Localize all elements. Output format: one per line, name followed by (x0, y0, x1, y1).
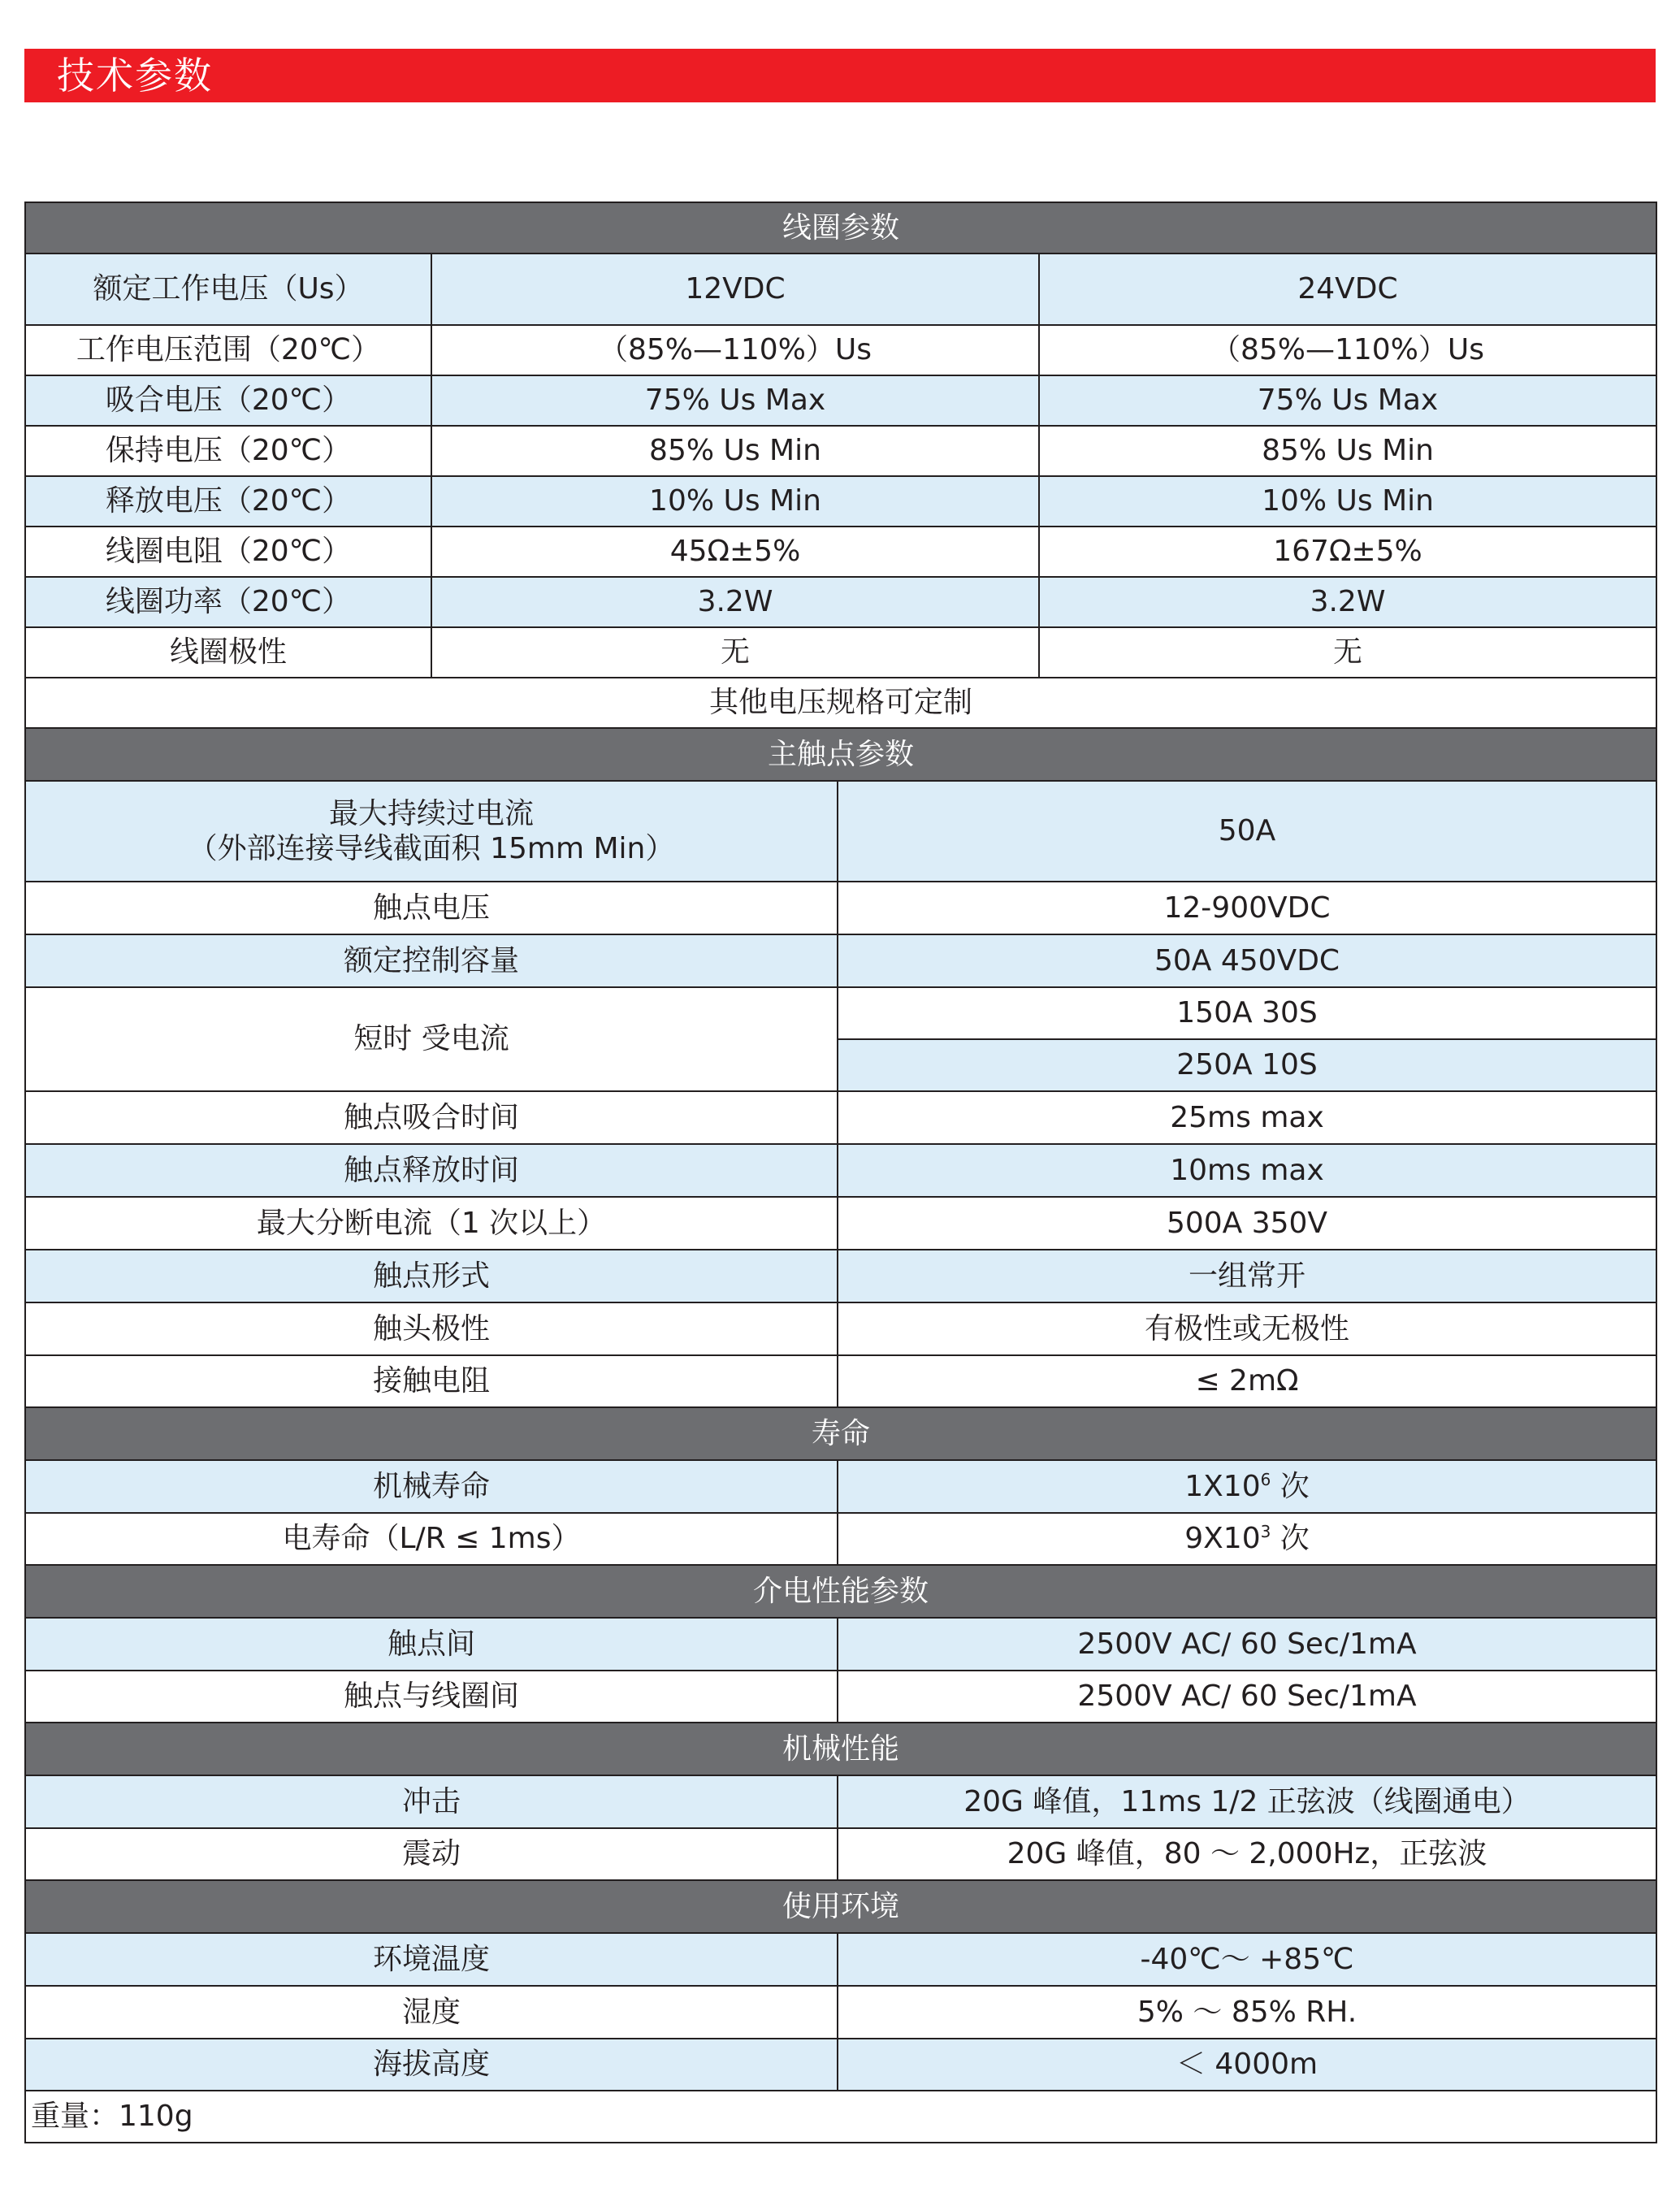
row-label: 保持电压（20℃） (25, 426, 431, 476)
table-row (25, 882, 1656, 934)
row-label: 触头极性 (25, 1302, 838, 1355)
table-row-note (25, 678, 1656, 728)
table-row (25, 781, 1656, 882)
table-row (25, 1460, 1656, 1513)
row-value: 12-900VDC (838, 882, 1656, 934)
table-row (25, 476, 1656, 527)
value-24vdc: 10% Us Min (1039, 476, 1656, 527)
value-12vdc: 10% Us Min (431, 476, 1039, 527)
row-label: 海拔高度 (25, 2039, 838, 2091)
value-24vdc: 75% Us Max (1039, 375, 1656, 426)
row-label: 触点形式 (25, 1250, 838, 1302)
row-label: 触点电压 (25, 882, 838, 934)
value-24vdc: （85%—110%）Us (1039, 325, 1656, 375)
row-value: 25ms max (838, 1091, 1656, 1144)
row-value: ＜ 4000m (838, 2039, 1656, 2091)
row-value: 一组常开 (838, 1250, 1656, 1302)
table-row (25, 375, 1656, 426)
row-label: 线圈极性 (25, 627, 431, 678)
table-row (25, 2039, 1656, 2091)
row-value: 150A 30S (838, 987, 1656, 1039)
row-value: 10ms max (838, 1144, 1656, 1197)
table-row (25, 1513, 1656, 1565)
table-row (25, 1250, 1656, 1302)
value-12vdc: 3.2W (431, 577, 1039, 627)
table-row (25, 325, 1656, 375)
row-label: 触点吸合时间 (25, 1091, 838, 1144)
value-12vdc: （85%—110%）Us (431, 325, 1039, 375)
row-value: ≤ 2mΩ (838, 1355, 1656, 1407)
weight-note: 重量：110g (25, 2091, 1656, 2143)
section-title: 机械性能 (25, 1723, 1656, 1775)
row-label (25, 781, 838, 882)
mech-life-exponent: 6 (1260, 1469, 1271, 1489)
table-row (25, 1618, 1656, 1671)
value-12vdc: 45Ω±5% (431, 527, 1039, 577)
value-12vdc: 12VDC (431, 254, 1039, 325)
row-value: 有极性或无极性 (838, 1302, 1656, 1355)
table-row (25, 1986, 1656, 2039)
value-24vdc: 167Ω±5% (1039, 527, 1656, 577)
row-value: 20G 峰值，11ms 1/2 正弦波（线圈通电） (838, 1775, 1656, 1828)
value-12vdc: 75% Us Max (431, 375, 1039, 426)
row-value: 50A 450VDC (838, 934, 1656, 987)
value-24vdc: 85% Us Min (1039, 426, 1656, 476)
row-label: 环境温度 (25, 1933, 838, 1986)
row-label: 额定工作电压（Us） (25, 254, 431, 325)
elec-life-exponent: 3 (1260, 1522, 1271, 1542)
table-row (25, 627, 1656, 678)
value-24vdc: 3.2W (1039, 577, 1656, 627)
mech-life-unit: 次 (1279, 1469, 1310, 1503)
table-row (25, 1197, 1656, 1250)
section-title: 使用环境 (25, 1880, 1656, 1933)
row-value: 50A (838, 781, 1656, 882)
table-row-footer (25, 2091, 1656, 2143)
table-row (25, 577, 1656, 627)
row-label: 短时 受电流 (25, 987, 838, 1091)
custom-voltage-note: 其他电压规格可定制 (25, 678, 1656, 728)
row-value: 500A 350V (838, 1197, 1656, 1250)
section-title: 介电性能参数 (25, 1565, 1656, 1618)
section-header-mechanical (25, 1723, 1656, 1775)
section-title: 线圈参数 (25, 202, 1656, 254)
row-value: 20G 峰值，80 ～ 2,000Hz，正弦波 (838, 1828, 1656, 1880)
max-current-label-line2: （外部连接导线截面积 15mm Min） (188, 832, 675, 865)
section-title: 主触点参数 (25, 728, 1656, 781)
elec-life-unit: 次 (1279, 1522, 1310, 1556)
value-12vdc: 无 (431, 627, 1039, 678)
row-label: 额定控制容量 (25, 934, 838, 987)
row-label: 最大分断电流（1 次以上） (25, 1197, 838, 1250)
row-value: 250A 10S (838, 1039, 1656, 1091)
elec-life-base: 9X10 (1184, 1522, 1261, 1556)
row-value: 2500V AC/ 60 Sec/1mA (838, 1671, 1656, 1723)
row-label: 触点与线圈间 (25, 1671, 838, 1723)
table-row (25, 1828, 1656, 1880)
table-row (25, 1775, 1656, 1828)
section-header-contact (25, 728, 1656, 781)
row-label: 工作电压范围（20℃） (25, 325, 431, 375)
table-row (25, 1091, 1656, 1144)
table-row (25, 1355, 1656, 1407)
table-row (25, 1671, 1656, 1723)
table-row (25, 934, 1656, 987)
table-row (25, 1302, 1656, 1355)
row-value: 2500V AC/ 60 Sec/1mA (838, 1618, 1656, 1671)
row-label: 触点间 (25, 1618, 838, 1671)
row-label: 接触电阻 (25, 1355, 838, 1407)
title-banner (24, 49, 1656, 102)
section-title: 寿命 (25, 1407, 1656, 1460)
mech-life-base: 1X10 (1184, 1469, 1261, 1503)
table-row (25, 1144, 1656, 1197)
row-label: 线圈功率（20℃） (25, 577, 431, 627)
row-label: 震动 (25, 1828, 838, 1880)
page-title: 技术参数 (57, 54, 213, 98)
table-row (25, 254, 1656, 325)
row-value: 5% ～ 85% RH. (838, 1986, 1656, 2039)
table-row (25, 426, 1656, 476)
section-header-dielectric (25, 1565, 1656, 1618)
value-12vdc: 85% Us Min (431, 426, 1039, 476)
row-value (838, 1460, 1656, 1513)
row-label: 湿度 (25, 1986, 838, 2039)
table-row (25, 987, 1656, 1039)
row-label: 触点释放时间 (25, 1144, 838, 1197)
row-label: 释放电压（20℃） (25, 476, 431, 527)
section-header-environment (25, 1880, 1656, 1933)
row-label: 线圈电阻（20℃） (25, 527, 431, 577)
section-header-life (25, 1407, 1656, 1460)
row-label: 电寿命（L/R ≤ 1ms） (25, 1513, 838, 1565)
section-header-coil (25, 202, 1656, 254)
value-24vdc: 无 (1039, 627, 1656, 678)
table-row (25, 527, 1656, 577)
row-label: 机械寿命 (25, 1460, 838, 1513)
row-value (838, 1513, 1656, 1565)
row-label: 吸合电压（20℃） (25, 375, 431, 426)
row-label: 冲击 (25, 1775, 838, 1828)
value-24vdc: 24VDC (1039, 254, 1656, 325)
spec-table (24, 202, 1657, 2143)
max-current-label-line1: 最大持续过电流 (328, 796, 534, 830)
row-value: -40℃～ +85℃ (838, 1933, 1656, 1986)
table-row (25, 1933, 1656, 1986)
